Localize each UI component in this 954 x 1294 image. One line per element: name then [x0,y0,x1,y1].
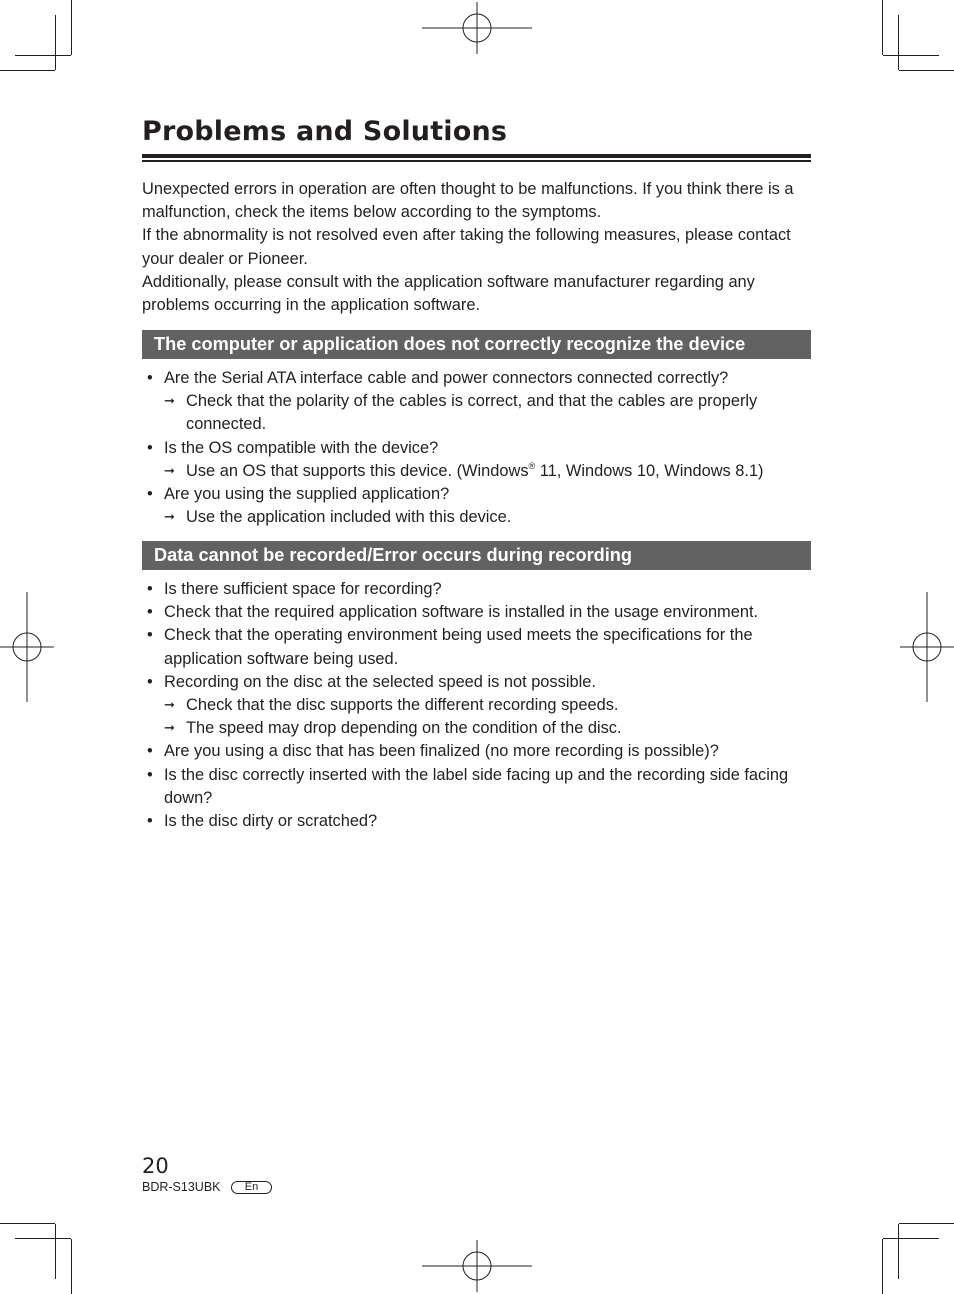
arrow-right-icon: ➞ [164,463,175,479]
solution-item [164,390,814,436]
recording-errors-checklist [142,578,814,833]
bullet-icon: • [147,485,153,504]
arrow-right-icon: ➞ [164,698,175,714]
list-item-text: Check that the required application software is installed in the usage environment. [164,603,759,622]
page-number: 20 [142,1154,169,1178]
language-badge: En [231,1181,272,1194]
arrow-right-icon: ➞ [164,394,175,410]
section-heading-device-recognition: The computer or application does not correctly recognize the device [142,330,811,359]
list-item-text: Is the disc dirty or scratched? [164,812,378,831]
registration-mark-left [0,592,54,702]
bullet-icon: • [147,580,153,598]
solution-item [164,460,814,483]
list-item [142,483,814,529]
list-item [142,764,814,810]
title-rule [142,154,811,158]
list-item [142,367,814,437]
list-item-text: Is there sufficient space for recording? [164,580,442,598]
bullet-icon: • [147,369,153,387]
list-item [142,578,814,601]
bullet-icon: • [147,626,153,645]
intro-text [142,178,812,317]
solution-item [164,717,814,740]
list-item-text: Recording on the disc at the selected speed is not possible. [164,672,596,691]
solution-text: Use the application included with this device. [186,508,512,527]
registration-mark-bottom [422,1240,532,1292]
solution-text: The speed may drop depending on the condition of the disc. [186,719,622,738]
registration-mark-top [422,2,532,54]
list-item-text: Are you using a disc that has been finalized (no more recording is possible)? [164,742,719,761]
list-item [142,624,814,670]
arrow-right-icon: ➞ [164,510,175,526]
list-item [142,810,814,833]
arrow-right-icon: ➞ [164,721,175,737]
bullet-icon: • [147,765,153,784]
solution-text: Check that the polarity of the cables is correct, and that the cables are properly connected. [186,392,758,434]
list-item-text: Are you using the supplied application? [164,485,450,504]
device-recognition-checklist [142,367,814,529]
list-item [142,437,814,483]
list-item-text: Are the Serial ATA interface cable and power connectors connected correctly? [164,369,729,387]
bullet-icon: • [147,603,153,622]
bullet-icon: • [147,742,153,761]
solution-item [164,506,814,529]
title-rule-secondary [142,160,811,162]
list-item [142,671,814,741]
intro-paragraph: Additionally, please consult with the application software manufacturer regarding any problems occurring in the application software. [142,272,755,315]
bullet-icon: • [147,438,153,457]
intro-paragraph: If the abnormality is not resolved even after taking the following measures, please contact your dealer or Pioneer. [142,226,791,268]
section-heading-recording-errors: Data cannot be recorded/Error occurs during recording [142,541,811,570]
registration-mark-right [900,592,954,702]
list-item-text: Is the OS compatible with the device? [164,438,439,457]
solution-text: Check that the disc supports the different recording speeds. [186,696,619,715]
intro-paragraph: Unexpected errors in operation are often thought to be malfunctions. If you think there is a malfunction, check the items below according to the symptoms. [142,180,794,222]
page-title: Problems and Solutions [142,116,508,147]
solution-text: 11, Windows 10, Windows 8.1) [535,461,764,480]
list-item-text: Is the disc correctly inserted with the label side facing up and the recording side facing down? [164,765,789,807]
bullet-icon: • [147,812,153,831]
solution-text: Use an OS that supports this device. (Windows [186,461,529,480]
solution-item [164,694,814,717]
list-item [142,601,814,624]
model-number: BDR-S13UBK [142,1180,221,1194]
registered-trademark: ® [528,460,536,471]
bullet-icon: • [147,672,153,691]
list-item [142,740,814,763]
list-item-text: Check that the operating environment being used meets the specifications for the application software being used. [164,626,753,668]
